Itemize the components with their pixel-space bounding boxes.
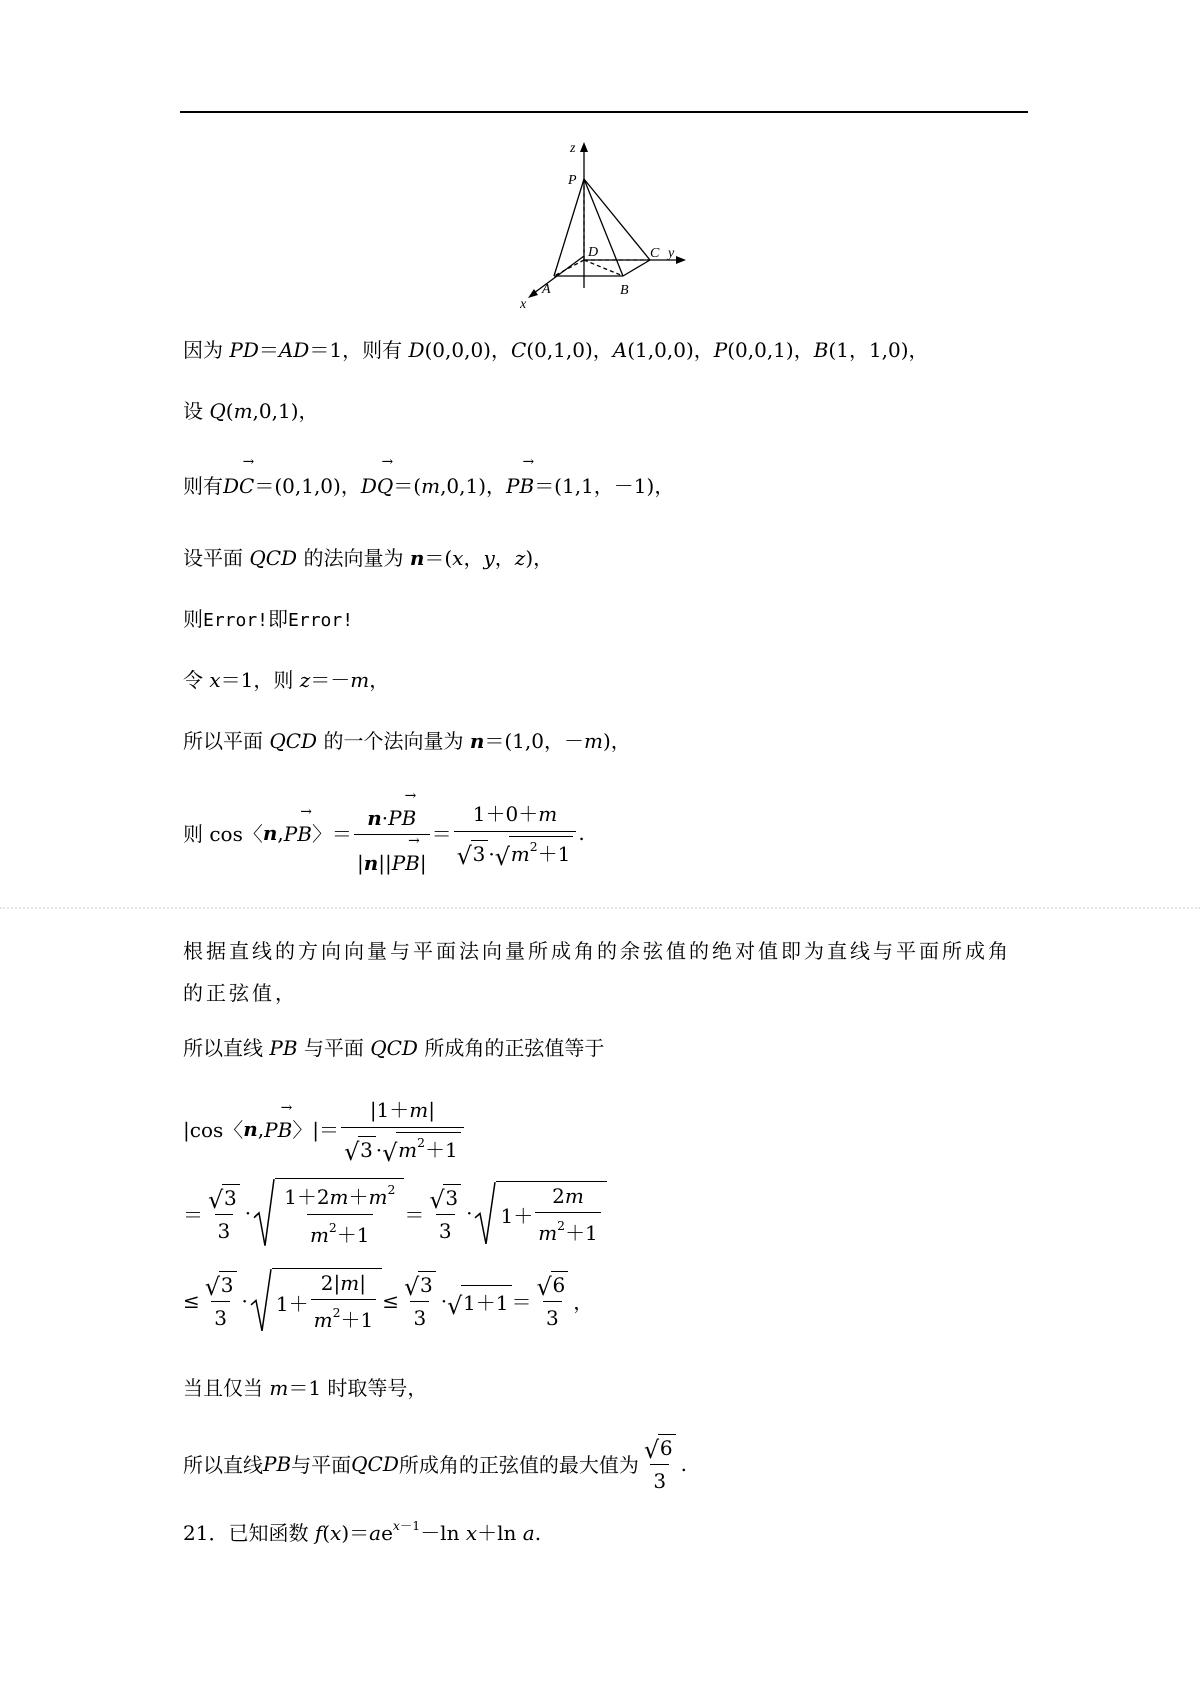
page-fold-divider [0,907,1200,909]
text-line-normal-result: 所以平面 QCD 的一个法向量为 n＝(1,0，－m)， [183,729,631,753]
figure-label-y: y [668,246,675,261]
edge-bc [623,260,650,276]
figure-label-b: B [620,283,629,298]
figure-label-x: x [520,297,527,308]
text-line-sine-equals: 所以直线 PB 与平面 QCD 所成角的正弦值等于 [183,1036,605,1060]
equation-abs-cos: |cos〈 n , → PB 〉|＝ |1＋m| √ 3 · √ $m^2+1$ [183,1094,466,1163]
figure-label-z: z [570,141,576,156]
radical-split: 1＋ $\frac{2m}{m^2+1}$ [474,1181,606,1246]
fraction-dot-over-norm: $\frac{n\cdot\to PB}{|n||\to PB|}$ [354,790,430,875]
radical-expanded: $\frac{1+2m+m^2}{m^2+1}$ [253,1178,404,1248]
text-line-coordinates: 因为 PD＝AD＝1，则有 D(0,0,0)，C(0,1,0)，A(1,0,0)，P(0,0,1)，B(1，1,0)， [183,338,929,362]
z-arrow [580,142,588,152]
radical-abs: 1＋ $\frac{2|m|}{m^2+1}$ [250,1268,382,1333]
fraction-cos-value: 1＋0＋m √ 3 · √ $m^2+1$ [454,798,577,867]
text-line-set-q: 设 Q(m,0,1)， [183,399,319,423]
equation-rewrite: ＝ √ 3 3 · $\frac{1+2m+m^2}{m^2+1}$ ＝ √ 3 3 · 1＋ $\frac{2m}{m^2+1}$ [183,1178,607,1248]
pyramid-figure [520,138,700,308]
y-arrow [676,256,686,264]
figure-label-d: D [588,245,599,260]
text-line-normal-vector: 设平面 QCD 的法向量为 n＝(x，y，z)， [183,546,554,570]
edge-pb [584,179,623,276]
equation-inequality: ≤ √ 3 3 · 1＋ $\frac{2|m|}{m^2+1}$ ≤ √ 3 3 · √ 1＋1 ＝ √ 6 3 ， [183,1268,593,1333]
text-line-max-value: 所以直线 PB 与平面 QCD 所成角的正弦值的最大值为 √ 6 3 . [183,1436,687,1493]
text-line-equality-condition: 当且仅当 m＝1 时取等号， [183,1376,428,1400]
header-rule [180,111,1028,113]
figure-label-c: C [650,246,660,261]
fraction-abs-cos: |1＋m| √ 3 · √ $m^2+1$ [341,1094,464,1163]
text-line-let-x: 令 x＝1，则 z＝－m， [183,668,390,692]
text-line-error: 则Error!即Error! [183,607,354,631]
edge-pa [554,179,584,276]
figure-label-p: P [568,173,577,188]
text-paragraph-principle: 根据直线的方向向量与平面法向量所成角的余弦值的绝对值即为直线与平面所成角的正弦值， [183,939,1011,1005]
x-arrow [528,289,538,298]
equation-cos: 则 cos〈 n , → PB 〉＝ $\frac{n\cdot\to PB}{|n||\to PB|}$ ＝ 1＋0＋m √ 3 · √ $m^2+1$ . [183,790,585,875]
problem-21-statement: 21．已知函数 $f(x)=ae^{x-1}-\ln$ x＋ln a. [183,1518,542,1545]
text-line-vectors: 则有→ DC＝(0,1,0)，→ DQ＝(m,0,1)，→ PB＝(1,1，－1)， [183,470,674,500]
figure-label-a: A [542,282,551,297]
